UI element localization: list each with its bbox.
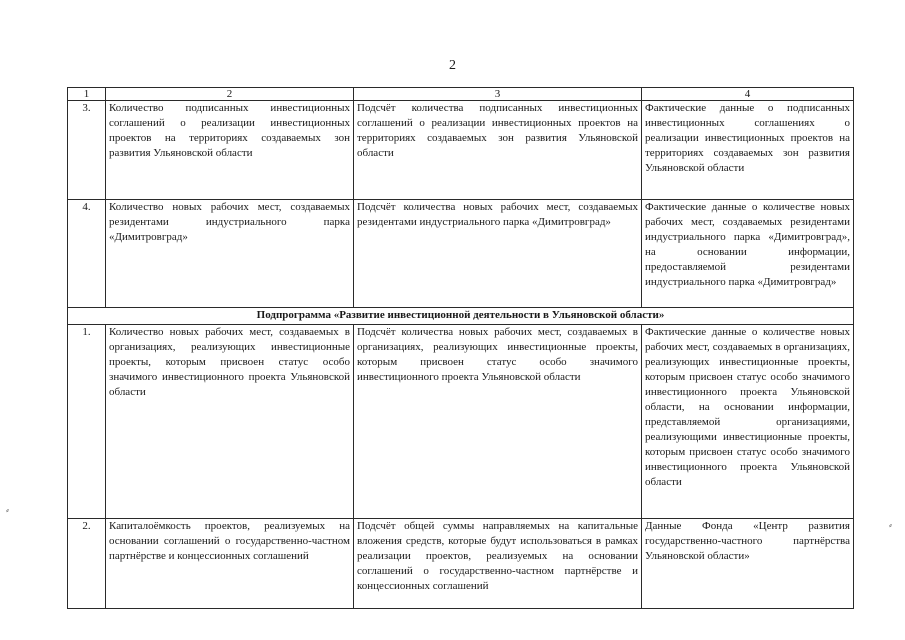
table-header-row xyxy=(68,88,854,101)
calculation-method: Подсчёт количества новых рабочих мест, создаваемых в организациях, реализующих инвестиционные проекты, которым присвоен статус особо значимого инвестиционного проекта Ульяновской области xyxy=(354,325,642,519)
calculation-method: Подсчёт количества подписанных инвестиционных соглашений о реализации инвестиционных проектов на территориях создаваемых зон развития Ульяновской области xyxy=(354,101,642,200)
indicator-name: Количество новых рабочих мест, создаваемых в организациях, реализующих инвестиционные проекты, которым присвоен статус особо значимого инвестиционного проекта Ульяновской области xyxy=(106,325,354,519)
subprogram-title: Подпрограмма «Развитие инвестиционной деятельности в Ульяновской области» xyxy=(68,308,854,325)
header-cell: 1 xyxy=(68,88,106,101)
header-cell: 4 xyxy=(642,88,854,101)
subprogram-row xyxy=(68,308,854,325)
scan-mark-right: ⸗ xyxy=(889,520,892,530)
indicators-table xyxy=(67,87,854,609)
data-source: Фактические данные о подписанных инвестиционных соглашениях о реализации инвестиционных проектов на территориях создаваемых зон развития Ульяновской области xyxy=(642,101,854,200)
table-row xyxy=(68,200,854,308)
calculation-method: Подсчёт общей суммы направляемых на капитальные вложения средств, которые будут использоваться в рамках реализации проектов, реализуемых на основании соглашений о государственно-частном партнёрстве и концессионных соглашений xyxy=(354,519,642,609)
header-cell: 2 xyxy=(106,88,354,101)
indicator-name: Количество новых рабочих мест, создаваемых резидентами индустриального парка «Димитровград» xyxy=(106,200,354,308)
indicator-name: Количество подписанных инвестиционных соглашений о реализации инвестиционных проектов на территориях создаваемых зон развития Ульяновской области xyxy=(106,101,354,200)
row-number: 3. xyxy=(68,101,106,200)
scan-mark-left: ⸗ xyxy=(6,505,9,515)
header-cell: 3 xyxy=(354,88,642,101)
row-number: 2. xyxy=(68,519,106,609)
data-source: Фактические данные о количестве новых рабочих мест, создаваемых в организациях, реализующих инвестиционные проекты, которым присвоен статус особо значимого инвестиционного проекта Ульяновской области, на основании информации, представляемой организациями, реализующими инвестиционные проекты, которым присвоен статус особо значимого инвестиционного проекта Ульяновской области xyxy=(642,325,854,519)
table-row xyxy=(68,325,854,519)
row-number: 1. xyxy=(68,325,106,519)
row-number: 4. xyxy=(68,200,106,308)
calculation-method: Подсчёт количества новых рабочих мест, создаваемых резидентами индустриального парка «Димитровград» xyxy=(354,200,642,308)
page-number: 2 xyxy=(449,58,456,73)
data-source: Данные Фонда «Центр развития государственно-частного партнёрства Ульяновской области» xyxy=(642,519,854,609)
table-row xyxy=(68,519,854,609)
indicator-name: Капиталоёмкость проектов, реализуемых на основании соглашений о государственно-частном партнёрстве и концессионных соглашений xyxy=(106,519,354,609)
table-row xyxy=(68,101,854,200)
data-source: Фактические данные о количестве новых рабочих мест, создаваемых резидентами индустриального парка «Димитровград», на основании информации, предоставляемой резидентами индустриального парка «Димитровград» xyxy=(642,200,854,308)
